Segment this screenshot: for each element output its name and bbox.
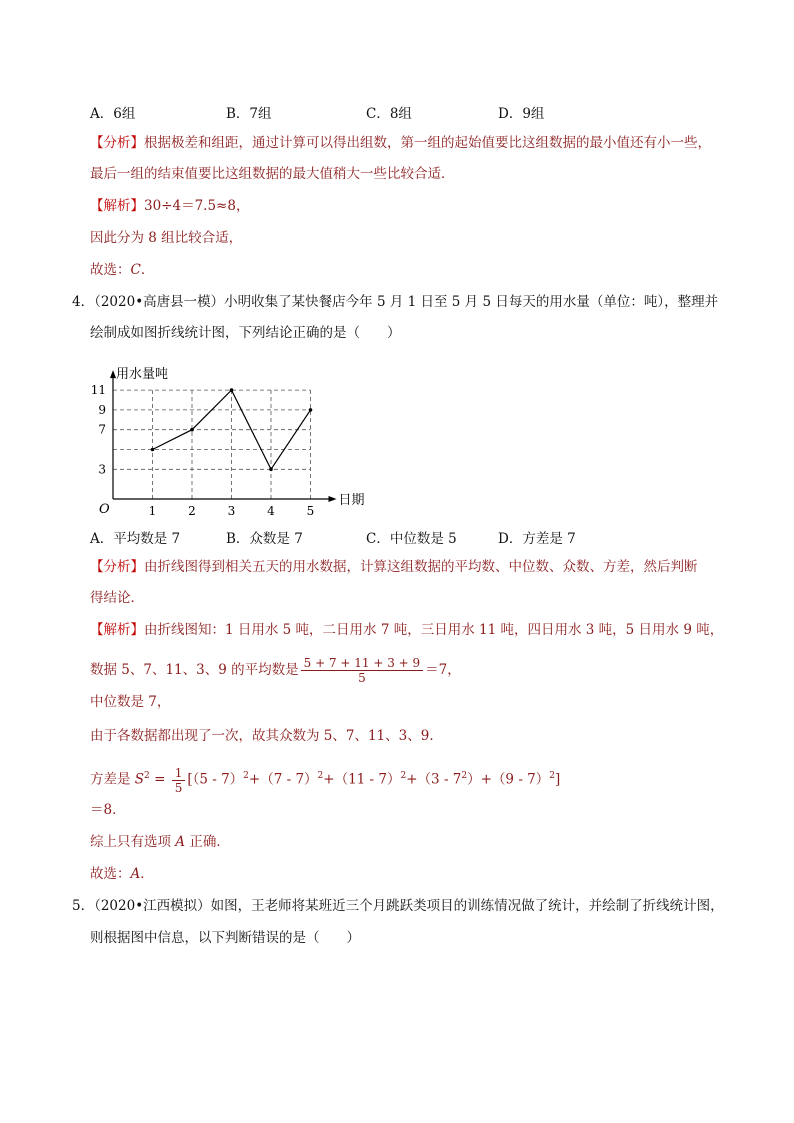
q3-answer bbox=[90, 260, 154, 280]
q3-option-d: D．9组 bbox=[498, 106, 545, 122]
y-tick-label: 3 bbox=[98, 462, 106, 477]
conclusion-suffix: 正确． bbox=[185, 834, 230, 850]
q4-analysis-line2: 得结论． bbox=[90, 590, 144, 606]
variance-term5: ）+（9 - 7） bbox=[467, 771, 550, 788]
solution-tag: 【解析】 bbox=[90, 198, 144, 214]
x-axis-label: 日期 bbox=[338, 493, 365, 508]
conclusion-letter: A bbox=[175, 834, 186, 850]
variance-exp5: 2 bbox=[549, 771, 555, 781]
mean-numerator: 5 + 7 + 11 + 3 + 9 bbox=[301, 656, 424, 671]
data-point bbox=[309, 408, 313, 412]
x-tick-label: 5 bbox=[306, 504, 315, 518]
variance-term2: +（7 - 7） bbox=[248, 771, 318, 788]
q3-analysis-line1 bbox=[90, 133, 711, 153]
q3-option-b: B．7组 bbox=[226, 106, 272, 122]
data-point bbox=[151, 448, 155, 452]
q4-conclusion bbox=[90, 832, 230, 852]
variance-term1: [（5 - 7） bbox=[187, 771, 244, 788]
x-axis-arrow bbox=[329, 496, 337, 502]
y-tick-label: 9 bbox=[98, 402, 106, 417]
mean-denominator: 5 bbox=[358, 671, 366, 685]
q4-solution-text1: 由折线图知：1 日用水 5 吨，二日用水 7 吨，三日用水 11 吨，四日用水 3 吨，5 日用水 9 吨， bbox=[144, 622, 724, 638]
q4-option-a: A．平均数是 7 bbox=[90, 531, 181, 547]
variance-exp1: 2 bbox=[243, 771, 249, 781]
answer-letter: C bbox=[130, 262, 141, 278]
q4-mode-line: 由于各数据都出现了一次，故其众数为 5、7、11、3、9． bbox=[90, 728, 443, 744]
mean-prefix: 数据 5、7、11、3、9 的平均数是 bbox=[90, 662, 299, 678]
q4-stem-line2: 绘制成如图折线统计图，下列结论正确的是（ ） bbox=[90, 325, 401, 341]
y-axis-label: 用水量吨 bbox=[116, 367, 169, 383]
x-tick-label: 4 bbox=[267, 504, 275, 518]
q3-solution-line2: 因此分为 8 组比较合适， bbox=[90, 230, 243, 246]
data-point bbox=[269, 468, 273, 472]
q4-median-line: 中位数是 7， bbox=[90, 694, 171, 710]
analysis-tag: 【分析】 bbox=[90, 559, 144, 575]
q4-analysis-text1: 由折线图得到相关五天的用水数据，计算这组数据的平均数、中位数、众数、方差，然后判断 bbox=[144, 559, 698, 575]
y-tick-label: 7 bbox=[98, 422, 106, 437]
answer-prefix: 故选： bbox=[90, 262, 131, 278]
variance-prefix: 方差是 bbox=[90, 771, 135, 788]
variance-exp4: 2 bbox=[461, 771, 468, 781]
answer-suffix: ． bbox=[140, 866, 154, 882]
q4-option-d: D．方差是 7 bbox=[498, 531, 576, 547]
data-point bbox=[190, 428, 194, 432]
solution-tag: 【解析】 bbox=[90, 622, 144, 638]
variance-term4: +（3 - 7 bbox=[406, 771, 462, 788]
q4-solution-line1 bbox=[90, 620, 723, 640]
data-point bbox=[230, 388, 234, 392]
q5-stem-line2: 则根据图中信息，以下判断错误的是（ ） bbox=[90, 930, 360, 946]
q4-analysis-line1 bbox=[90, 557, 698, 577]
q5-stem-text1: （2020•江西模拟）如图，王老师将某班近三个月跳跃类项目的训练情况做了统计，并绘制了折线统计图， bbox=[94, 898, 724, 914]
q5-stem-line1 bbox=[72, 896, 724, 916]
q4-option-c: C．中位数是 5 bbox=[366, 531, 457, 547]
x-tick-label: 2 bbox=[188, 504, 196, 518]
answer-letter: A bbox=[130, 866, 141, 882]
variance-close: ] bbox=[555, 771, 561, 788]
variance-term3: +（11 - 7） bbox=[323, 771, 401, 788]
q4-variance-result: ＝8． bbox=[90, 802, 126, 818]
variance-exp3: 2 bbox=[400, 771, 407, 781]
q4-number: 4． bbox=[72, 294, 95, 310]
variance-exp2: 2 bbox=[317, 771, 324, 781]
q3-solution-line1 bbox=[90, 196, 249, 216]
x-tick-label: 3 bbox=[227, 504, 236, 518]
conclusion-prefix: 综上只有选项 bbox=[90, 834, 176, 850]
q4-variance-line bbox=[90, 758, 560, 798]
origin-label: O bbox=[99, 502, 110, 517]
mean-suffix: ＝7， bbox=[425, 662, 461, 678]
water-usage-line-chart bbox=[88, 350, 368, 520]
q3-analysis-line2: 最后一组的结束值要比这组数据的最大值稍大一些比较合适． bbox=[90, 166, 455, 182]
q4-stem-text1: （2020•高唐县一模）小明收集了某快餐店今年 5 月 1 日至 5 月 5 日每天的用水量（单位：吨），整理并 bbox=[94, 294, 719, 310]
answer-suffix: ． bbox=[140, 262, 155, 278]
y-tick-label: 11 bbox=[90, 383, 106, 398]
variance-exponent: 2 bbox=[144, 771, 150, 781]
mean-fraction bbox=[301, 656, 424, 685]
q3-analysis-text1: 根据极差和组距，通过计算可以得出组数，第一组的起始值要比这组数据的最小值还有小一些， bbox=[144, 135, 711, 151]
answer-prefix: 故选： bbox=[90, 866, 131, 882]
analysis-tag: 【分析】 bbox=[90, 135, 144, 151]
q3-option-a: A．6组 bbox=[90, 106, 136, 122]
q4-stem-line1 bbox=[72, 292, 718, 312]
x-tick-label: 1 bbox=[148, 504, 157, 518]
variance-symbol: S bbox=[134, 771, 145, 788]
q4-mean-line bbox=[90, 652, 461, 688]
variance-fraction bbox=[172, 766, 186, 795]
variance-equals: = bbox=[149, 771, 170, 788]
variance-frac-num: 1 bbox=[172, 766, 186, 781]
variance-frac-den: 5 bbox=[174, 780, 183, 795]
q3-solution-expr: 30÷4＝7.5≈8， bbox=[144, 198, 250, 214]
q5-number: 5． bbox=[72, 898, 95, 914]
q4-answer bbox=[90, 864, 154, 884]
q3-option-c: C．8组 bbox=[366, 106, 412, 122]
q4-option-b: B．众数是 7 bbox=[226, 531, 303, 547]
